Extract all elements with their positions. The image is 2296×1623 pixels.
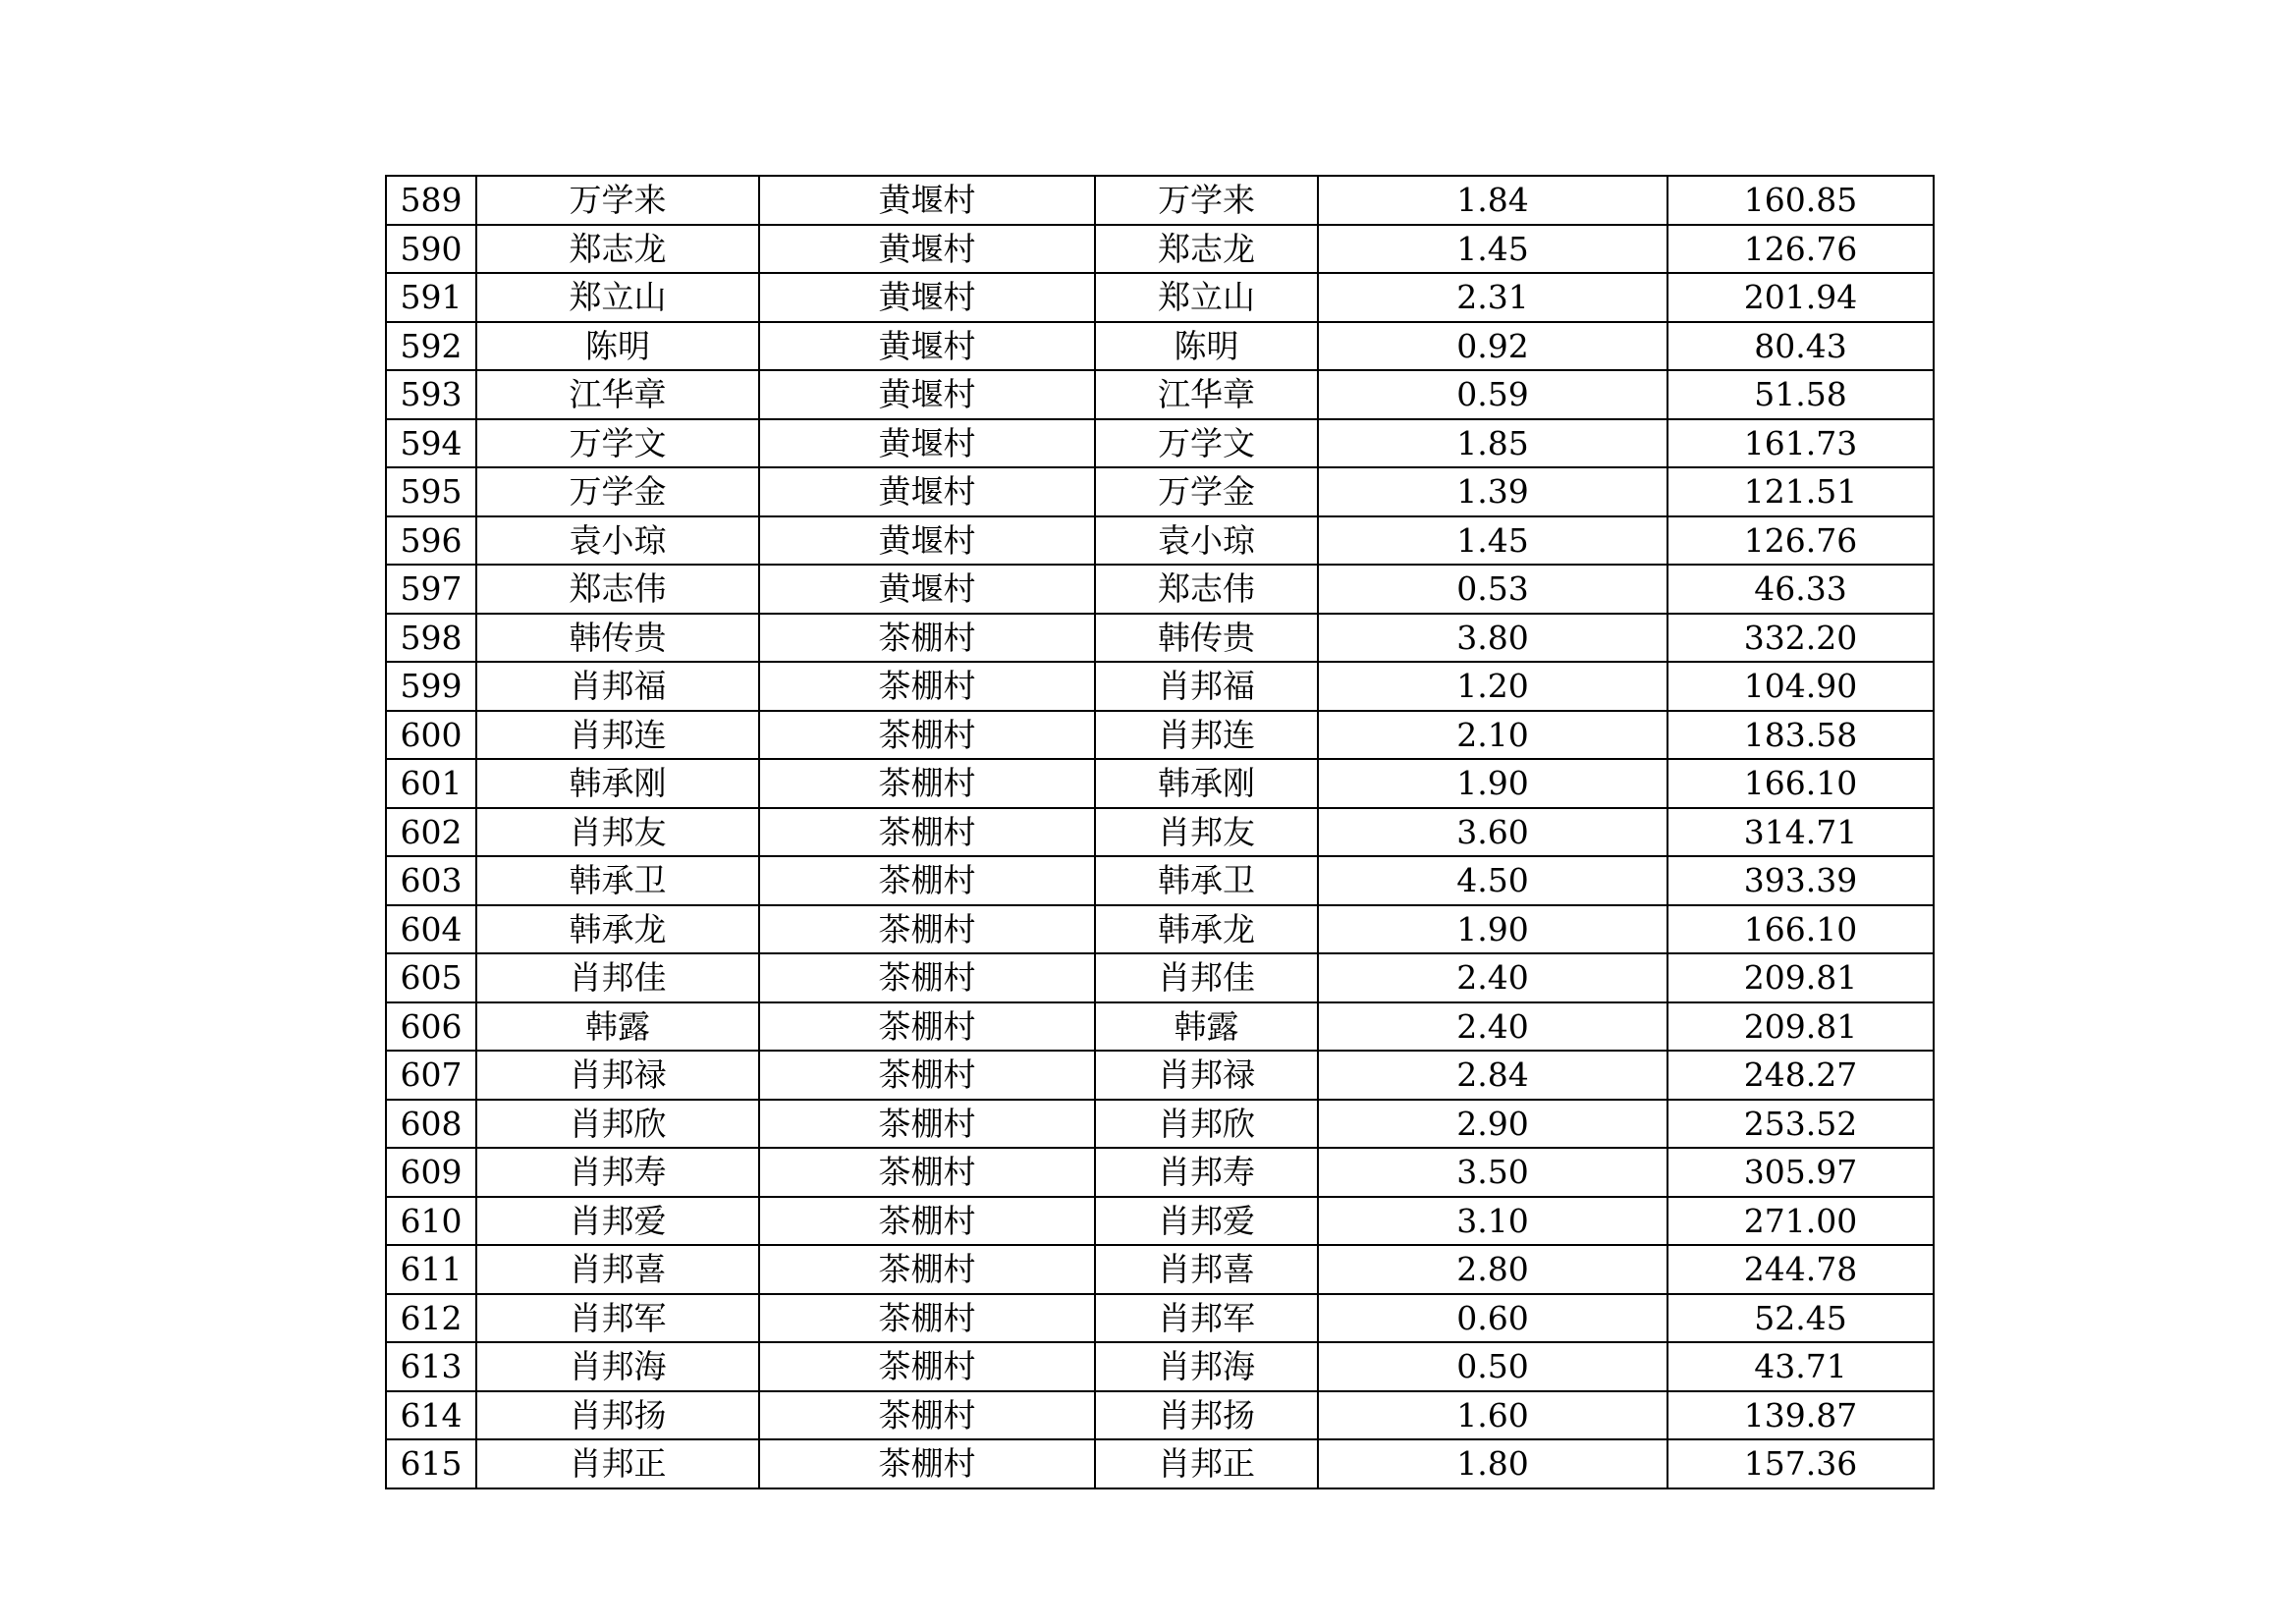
cell-number: 591 (386, 273, 476, 322)
cell-payee: 肖邦军 (1095, 1294, 1318, 1343)
table-row (386, 1245, 1934, 1294)
cell-payee: 肖邦扬 (1095, 1391, 1318, 1440)
cell-area: 2.10 (1318, 711, 1667, 760)
cell-area: 2.31 (1318, 273, 1667, 322)
cell-name: 江华章 (476, 370, 759, 419)
cell-name: 肖邦欣 (476, 1100, 759, 1149)
table-row (386, 1148, 1934, 1197)
cell-payee: 郑立山 (1095, 273, 1318, 322)
cell-payee: 肖邦欣 (1095, 1100, 1318, 1149)
cell-amount: 52.45 (1667, 1294, 1934, 1343)
cell-name: 韩承刚 (476, 759, 759, 808)
cell-payee: 韩承龙 (1095, 905, 1318, 954)
cell-payee: 韩传贵 (1095, 614, 1318, 663)
table-row (386, 614, 1934, 663)
cell-number: 610 (386, 1197, 476, 1246)
cell-amount: 201.94 (1667, 273, 1934, 322)
cell-village: 茶棚村 (759, 1002, 1095, 1052)
cell-area: 2.80 (1318, 1245, 1667, 1294)
cell-payee: 肖邦喜 (1095, 1245, 1318, 1294)
cell-payee: 郑志伟 (1095, 565, 1318, 614)
cell-area: 3.50 (1318, 1148, 1667, 1197)
cell-payee: 韩露 (1095, 1002, 1318, 1052)
cell-name: 万学来 (476, 176, 759, 225)
cell-number: 594 (386, 419, 476, 468)
cell-village: 茶棚村 (759, 1148, 1095, 1197)
cell-area: 1.60 (1318, 1391, 1667, 1440)
cell-payee: 肖邦禄 (1095, 1051, 1318, 1100)
table-row (386, 759, 1934, 808)
cell-village: 茶棚村 (759, 1197, 1095, 1246)
cell-village: 黄堰村 (759, 176, 1095, 225)
cell-amount: 209.81 (1667, 953, 1934, 1002)
cell-area: 1.45 (1318, 516, 1667, 566)
cell-area: 1.90 (1318, 759, 1667, 808)
table-row (386, 905, 1934, 954)
cell-name: 郑立山 (476, 273, 759, 322)
cell-number: 593 (386, 370, 476, 419)
table-row (386, 953, 1934, 1002)
cell-village: 茶棚村 (759, 856, 1095, 905)
cell-name: 郑志伟 (476, 565, 759, 614)
cell-area: 4.50 (1318, 856, 1667, 905)
cell-village: 茶棚村 (759, 1391, 1095, 1440)
cell-amount: 244.78 (1667, 1245, 1934, 1294)
cell-area: 1.80 (1318, 1439, 1667, 1488)
cell-name: 肖邦扬 (476, 1391, 759, 1440)
table-row (386, 1391, 1934, 1440)
cell-area: 2.40 (1318, 1002, 1667, 1052)
cell-payee: 郑志龙 (1095, 225, 1318, 274)
cell-number: 598 (386, 614, 476, 663)
cell-village: 茶棚村 (759, 662, 1095, 711)
cell-payee: 肖邦佳 (1095, 953, 1318, 1002)
cell-number: 611 (386, 1245, 476, 1294)
cell-payee: 韩承刚 (1095, 759, 1318, 808)
table-row (386, 176, 1934, 225)
cell-village: 茶棚村 (759, 759, 1095, 808)
cell-amount: 393.39 (1667, 856, 1934, 905)
cell-payee: 万学金 (1095, 467, 1318, 516)
cell-village: 茶棚村 (759, 1245, 1095, 1294)
cell-amount: 305.97 (1667, 1148, 1934, 1197)
cell-number: 599 (386, 662, 476, 711)
cell-amount: 183.58 (1667, 711, 1934, 760)
cell-payee: 肖邦爱 (1095, 1197, 1318, 1246)
table-row (386, 1100, 1934, 1149)
cell-payee: 肖邦寿 (1095, 1148, 1318, 1197)
cell-name: 陈明 (476, 322, 759, 371)
cell-name: 万学文 (476, 419, 759, 468)
cell-amount: 161.73 (1667, 419, 1934, 468)
cell-village: 茶棚村 (759, 1100, 1095, 1149)
table-row (386, 1051, 1934, 1100)
cell-number: 595 (386, 467, 476, 516)
cell-payee: 韩承卫 (1095, 856, 1318, 905)
cell-amount: 104.90 (1667, 662, 1934, 711)
cell-name: 韩承龙 (476, 905, 759, 954)
cell-name: 肖邦喜 (476, 1245, 759, 1294)
cell-amount: 157.36 (1667, 1439, 1934, 1488)
table-row (386, 662, 1934, 711)
cell-amount: 121.51 (1667, 467, 1934, 516)
cell-name: 韩传贵 (476, 614, 759, 663)
table-row (386, 711, 1934, 760)
cell-number: 606 (386, 1002, 476, 1052)
table-row (386, 467, 1934, 516)
cell-area: 0.92 (1318, 322, 1667, 371)
cell-area: 0.50 (1318, 1342, 1667, 1391)
table-row (386, 419, 1934, 468)
cell-village: 黄堰村 (759, 565, 1095, 614)
cell-payee: 肖邦连 (1095, 711, 1318, 760)
cell-village: 茶棚村 (759, 808, 1095, 857)
cell-village: 茶棚村 (759, 1051, 1095, 1100)
cell-village: 黄堰村 (759, 467, 1095, 516)
cell-village: 黄堰村 (759, 322, 1095, 371)
cell-name: 肖邦爱 (476, 1197, 759, 1246)
cell-name: 郑志龙 (476, 225, 759, 274)
cell-amount: 46.33 (1667, 565, 1934, 614)
cell-name: 肖邦福 (476, 662, 759, 711)
cell-amount: 126.76 (1667, 225, 1934, 274)
cell-name: 肖邦寿 (476, 1148, 759, 1197)
cell-name: 肖邦海 (476, 1342, 759, 1391)
cell-area: 1.20 (1318, 662, 1667, 711)
cell-number: 608 (386, 1100, 476, 1149)
cell-name: 肖邦正 (476, 1439, 759, 1488)
cell-amount: 314.71 (1667, 808, 1934, 857)
cell-amount: 166.10 (1667, 759, 1934, 808)
cell-payee: 万学来 (1095, 176, 1318, 225)
cell-village: 茶棚村 (759, 1342, 1095, 1391)
table-row (386, 565, 1934, 614)
cell-village: 茶棚村 (759, 711, 1095, 760)
cell-area: 3.60 (1318, 808, 1667, 857)
cell-number: 589 (386, 176, 476, 225)
cell-amount: 139.87 (1667, 1391, 1934, 1440)
cell-amount: 80.43 (1667, 322, 1934, 371)
cell-number: 602 (386, 808, 476, 857)
cell-amount: 253.52 (1667, 1100, 1934, 1149)
cell-village: 黄堰村 (759, 370, 1095, 419)
cell-amount: 126.76 (1667, 516, 1934, 566)
cell-name: 袁小琼 (476, 516, 759, 566)
cell-area: 1.84 (1318, 176, 1667, 225)
cell-payee: 江华章 (1095, 370, 1318, 419)
cell-village: 黄堰村 (759, 516, 1095, 566)
cell-village: 茶棚村 (759, 614, 1095, 663)
cell-area: 2.84 (1318, 1051, 1667, 1100)
cell-area: 1.85 (1318, 419, 1667, 468)
cell-name: 韩露 (476, 1002, 759, 1052)
cell-name: 肖邦禄 (476, 1051, 759, 1100)
cell-area: 3.10 (1318, 1197, 1667, 1246)
table-body (386, 176, 1934, 1488)
cell-payee: 袁小琼 (1095, 516, 1318, 566)
cell-village: 黄堰村 (759, 225, 1095, 274)
cell-amount: 160.85 (1667, 176, 1934, 225)
table-row (386, 808, 1934, 857)
cell-number: 612 (386, 1294, 476, 1343)
cell-area: 0.59 (1318, 370, 1667, 419)
table-row (386, 1342, 1934, 1391)
cell-area: 2.90 (1318, 1100, 1667, 1149)
cell-amount: 43.71 (1667, 1342, 1934, 1391)
cell-village: 黄堰村 (759, 419, 1095, 468)
data-table (385, 175, 1935, 1489)
table-row (386, 856, 1934, 905)
table-row (386, 516, 1934, 566)
cell-amount: 209.81 (1667, 1002, 1934, 1052)
cell-name: 肖邦佳 (476, 953, 759, 1002)
cell-number: 605 (386, 953, 476, 1002)
cell-payee: 肖邦友 (1095, 808, 1318, 857)
cell-name: 肖邦友 (476, 808, 759, 857)
cell-number: 607 (386, 1051, 476, 1100)
cell-payee: 陈明 (1095, 322, 1318, 371)
cell-village: 茶棚村 (759, 905, 1095, 954)
cell-payee: 万学文 (1095, 419, 1318, 468)
cell-payee: 肖邦正 (1095, 1439, 1318, 1488)
cell-amount: 248.27 (1667, 1051, 1934, 1100)
cell-number: 613 (386, 1342, 476, 1391)
cell-name: 万学金 (476, 467, 759, 516)
cell-number: 609 (386, 1148, 476, 1197)
cell-number: 600 (386, 711, 476, 760)
table-row (386, 322, 1934, 371)
cell-number: 604 (386, 905, 476, 954)
cell-area: 0.60 (1318, 1294, 1667, 1343)
table-row (386, 1439, 1934, 1488)
cell-amount: 332.20 (1667, 614, 1934, 663)
cell-number: 615 (386, 1439, 476, 1488)
cell-number: 603 (386, 856, 476, 905)
table-row (386, 1294, 1934, 1343)
cell-amount: 271.00 (1667, 1197, 1934, 1246)
cell-area: 0.53 (1318, 565, 1667, 614)
cell-area: 1.90 (1318, 905, 1667, 954)
cell-number: 601 (386, 759, 476, 808)
cell-amount: 51.58 (1667, 370, 1934, 419)
cell-village: 茶棚村 (759, 953, 1095, 1002)
cell-number: 614 (386, 1391, 476, 1440)
cell-number: 597 (386, 565, 476, 614)
cell-area: 1.39 (1318, 467, 1667, 516)
cell-number: 596 (386, 516, 476, 566)
cell-name: 肖邦军 (476, 1294, 759, 1343)
cell-amount: 166.10 (1667, 905, 1934, 954)
cell-area: 2.40 (1318, 953, 1667, 1002)
cell-payee: 肖邦海 (1095, 1342, 1318, 1391)
table-row (386, 1002, 1934, 1052)
table-row (386, 273, 1934, 322)
cell-village: 茶棚村 (759, 1439, 1095, 1488)
table-row (386, 1197, 1934, 1246)
cell-area: 1.45 (1318, 225, 1667, 274)
cell-village: 茶棚村 (759, 1294, 1095, 1343)
cell-area: 3.80 (1318, 614, 1667, 663)
cell-number: 592 (386, 322, 476, 371)
cell-name: 肖邦连 (476, 711, 759, 760)
cell-payee: 肖邦福 (1095, 662, 1318, 711)
cell-name: 韩承卫 (476, 856, 759, 905)
cell-number: 590 (386, 225, 476, 274)
table-row (386, 370, 1934, 419)
cell-village: 黄堰村 (759, 273, 1095, 322)
table-row (386, 225, 1934, 274)
